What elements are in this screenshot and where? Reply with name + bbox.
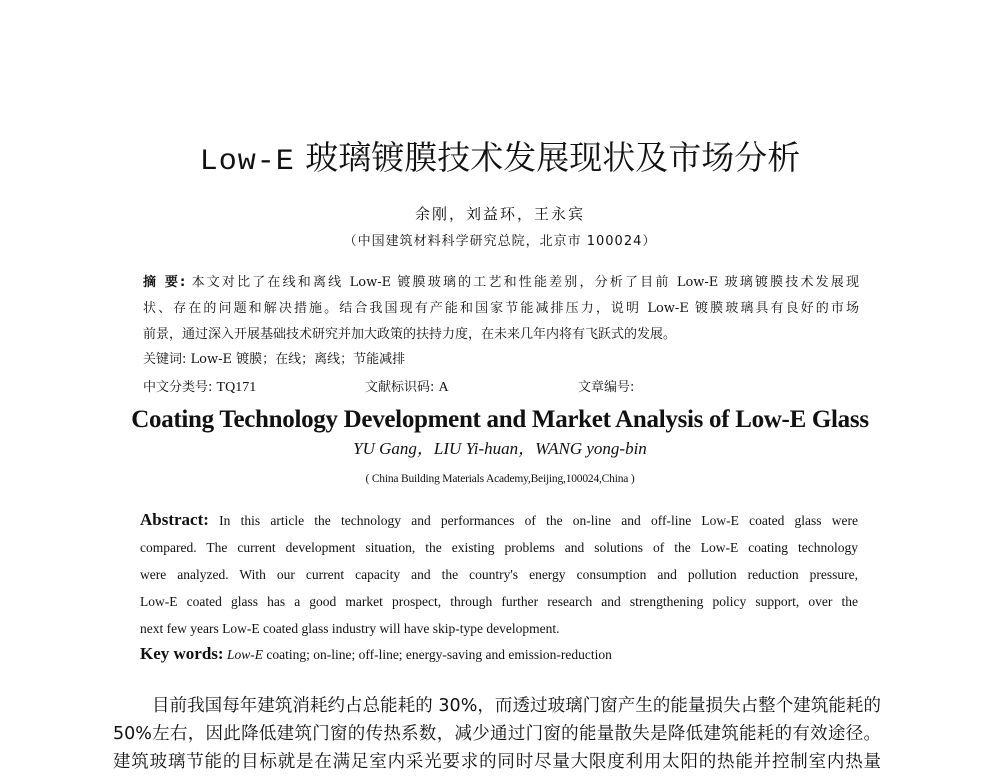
classification-number — [143, 377, 256, 399]
abstract-en-line: were analyzed. With our current capacity and the country's energy consumption and pollution reduction pressure, — [140, 567, 858, 582]
keywords-cn-label: 关键词: — [143, 352, 187, 367]
abstract-cn-label: 摘 要: — [143, 275, 186, 290]
paper-title-cn-latin: Low-E — [199, 145, 295, 179]
document-code-value: A — [438, 380, 449, 395]
keywords-cn — [143, 349, 405, 371]
abstract-cn-line: 状、存在的问题和解决措施。结合我国现有产能和国家节能减排压力，说明 Low-E 镀膜玻璃具有良好的市场 — [143, 301, 859, 316]
keywords-en-label: Key words: — [140, 644, 224, 663]
article-number-label: 文章编号: — [578, 380, 635, 395]
keywords-en-value: Low-E coating; on-line; off-line; energy-saving and emission-reduction — [226, 647, 612, 662]
body-line: 目前我国每年建筑消耗约占总能耗的 30%，而透过玻璃门窗产生的能量损失占整个建筑能耗的 — [152, 696, 881, 716]
abstract-en-line: next few years Low-E coated glass industry will have skip-type development. — [140, 621, 560, 636]
abstract-cn-line: 前景，通过深入开展基础技术研究并加大政策的扶持力度，在未来几年内将有飞跃式的发展。 — [143, 327, 677, 342]
authors-cn: 余刚，刘益环，王永宾 — [414, 205, 585, 223]
paper-title-cn — [0, 138, 1000, 182]
classification-label: 中文分类号: — [143, 380, 213, 395]
paper-title-en: Coating Technology Development and Market Analysis of Low-E Glass — [131, 406, 869, 433]
abstract-cn — [143, 270, 859, 348]
keywords-cn-value: Low-E 镀膜；在线；离线；节能减排 — [190, 352, 406, 367]
keywords-en — [140, 641, 612, 668]
affiliation-en: ( China Building Materials Academy,Beijing,100024,China ) — [365, 473, 635, 485]
abstract-en-line: compared. The current development situation, the existing problems and solutions of the Low-E coating technology — [140, 540, 858, 555]
abstract-en-label: Abstract: — [140, 510, 209, 529]
abstract-en — [140, 506, 858, 642]
document-code — [365, 377, 449, 399]
classification-value: TQ171 — [216, 380, 257, 395]
body-paragraph — [113, 692, 881, 776]
body-line: 50%左右，因此降低建筑门窗的传热系数，减少通过门窗的能量散失是降低建筑能耗的有效途径。 — [113, 724, 881, 744]
paper-title-cn-text: 玻璃镀膜技术发展现状及市场分析 — [305, 138, 801, 177]
authors-en: YU Gang，LIU Yi-huan，WANG yong-bin — [353, 439, 647, 458]
article-number — [578, 377, 634, 399]
abstract-en-line: Abstract: In this article the technology and performances of the on-line and off-line Low-E coated glass were — [140, 510, 859, 529]
abstract-en-line: Low-E coated glass has a good market prospect, through further research and strengthening policy support, over the — [140, 594, 858, 609]
abstract-cn-line: 摘 要: 本文对比了在线和离线 Low-E 镀膜玻璃的工艺和性能差别，分析了目前 Low-E 玻璃镀膜技术发展现 — [143, 275, 859, 290]
document-code-label: 文献标识码: — [365, 380, 435, 395]
affiliation-cn: （中国建筑材料科学研究总院，北京市 100024） — [343, 234, 657, 249]
body-line: 建筑玻璃节能的目标就是在满足室内采光要求的同时尽量大限度利用太阳的热能并控制室内热量 — [113, 752, 881, 772]
